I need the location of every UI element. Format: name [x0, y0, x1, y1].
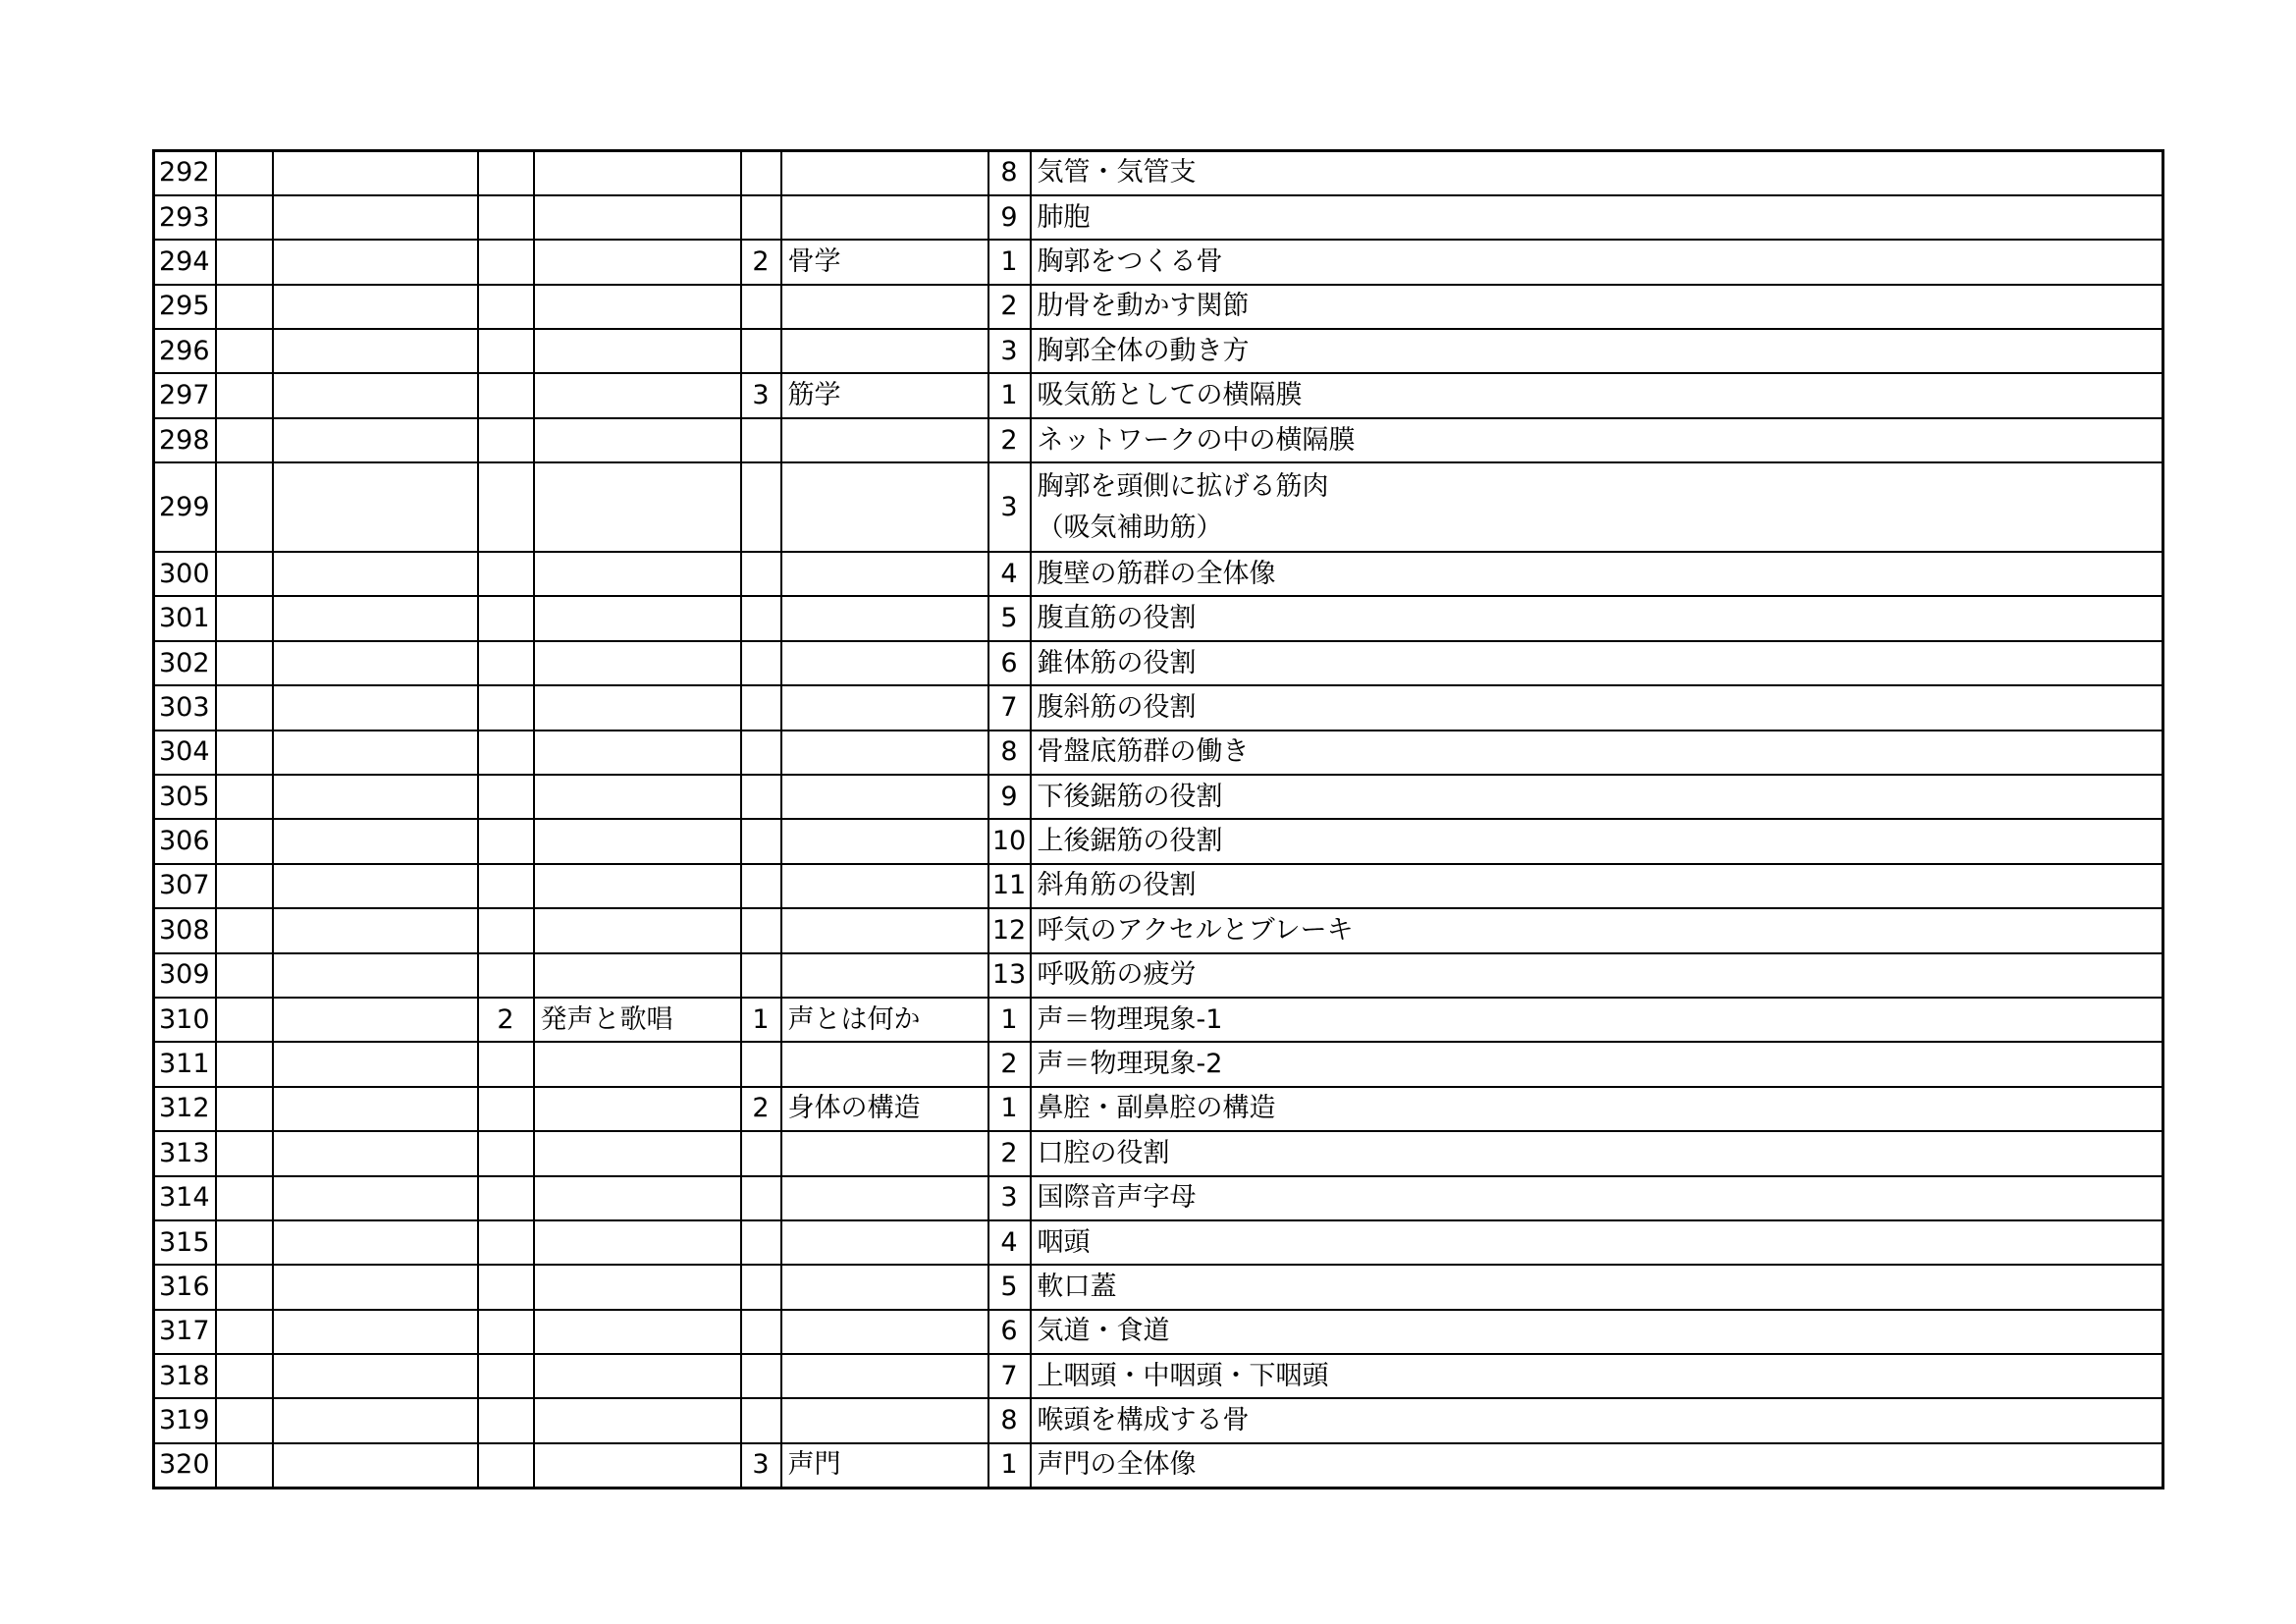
chapter-title-cell — [534, 1131, 741, 1175]
topic-title-cell: 声＝物理現象-2 — [1031, 1042, 2163, 1086]
section-title-cell — [781, 1265, 988, 1309]
part-title-cell — [273, 908, 478, 952]
chapter-title-cell — [534, 151, 741, 195]
item-number-cell: 298 — [154, 418, 216, 462]
part-title-cell — [273, 775, 478, 819]
part-number-cell — [216, 819, 273, 863]
chapter-number-cell — [478, 641, 534, 685]
table-row — [154, 908, 2163, 952]
section-title-cell: 声とは何か — [781, 998, 988, 1042]
part-number-cell — [216, 1176, 273, 1220]
section-title-cell — [781, 685, 988, 730]
chapter-number-cell — [478, 240, 534, 284]
topic-title-cell: 胸郭全体の動き方 — [1031, 329, 2163, 373]
chapter-title-cell — [534, 596, 741, 640]
topic-number-cell: 1 — [988, 373, 1031, 417]
part-number-cell — [216, 641, 273, 685]
chapter-number-cell — [478, 285, 534, 329]
chapter-number-cell — [478, 775, 534, 819]
chapter-title-cell — [534, 1354, 741, 1398]
section-title-cell — [781, 329, 988, 373]
topic-number-cell: 8 — [988, 731, 1031, 775]
table-row — [154, 1042, 2163, 1086]
topic-number-cell: 1 — [988, 1443, 1031, 1488]
section-title-cell — [781, 1131, 988, 1175]
chapter-number-cell — [478, 596, 534, 640]
table-row — [154, 151, 2163, 195]
topic-number-cell: 5 — [988, 1265, 1031, 1309]
part-title-cell — [273, 373, 478, 417]
chapter-title-cell — [534, 329, 741, 373]
chapter-title-cell — [534, 240, 741, 284]
table-row — [154, 1398, 2163, 1442]
part-title-cell — [273, 1220, 478, 1265]
part-number-cell — [216, 1131, 273, 1175]
chapter-number-cell — [478, 1220, 534, 1265]
topic-title-cell: 呼気のアクセルとブレーキ — [1031, 908, 2163, 952]
section-title-cell — [781, 1220, 988, 1265]
chapter-number-cell — [478, 864, 534, 908]
part-number-cell — [216, 418, 273, 462]
chapter-title-cell — [534, 908, 741, 952]
part-number-cell — [216, 151, 273, 195]
part-number-cell — [216, 775, 273, 819]
topic-number-cell: 4 — [988, 1220, 1031, 1265]
topic-number-cell: 11 — [988, 864, 1031, 908]
chapter-title-cell — [534, 1310, 741, 1354]
section-number-cell — [741, 1398, 781, 1442]
table-row — [154, 1443, 2163, 1488]
chapter-number-cell — [478, 1443, 534, 1488]
item-number-cell: 315 — [154, 1220, 216, 1265]
section-title-cell: 声門 — [781, 1443, 988, 1488]
part-number-cell — [216, 1354, 273, 1398]
section-title-cell — [781, 731, 988, 775]
chapter-title-cell — [534, 418, 741, 462]
section-number-cell — [741, 1176, 781, 1220]
item-number-cell: 295 — [154, 285, 216, 329]
item-number-cell: 310 — [154, 998, 216, 1042]
part-number-cell — [216, 1310, 273, 1354]
part-title-cell — [273, 1087, 478, 1131]
topic-number-cell: 12 — [988, 908, 1031, 952]
part-number-cell — [216, 864, 273, 908]
item-number-cell: 303 — [154, 685, 216, 730]
chapter-title-cell — [534, 685, 741, 730]
topic-number-cell: 4 — [988, 552, 1031, 596]
item-number-cell: 305 — [154, 775, 216, 819]
section-number-cell: 3 — [741, 373, 781, 417]
section-number-cell — [741, 552, 781, 596]
item-number-cell: 292 — [154, 151, 216, 195]
topic-title-cell: 上後鋸筋の役割 — [1031, 819, 2163, 863]
part-title-cell — [273, 1398, 478, 1442]
table-row — [154, 285, 2163, 329]
table-row — [154, 864, 2163, 908]
item-number-cell: 301 — [154, 596, 216, 640]
table-row — [154, 1176, 2163, 1220]
table-row — [154, 819, 2163, 863]
table-row — [154, 685, 2163, 730]
item-number-cell: 304 — [154, 731, 216, 775]
part-title-cell — [273, 1131, 478, 1175]
part-title-cell — [273, 285, 478, 329]
table-row — [154, 1131, 2163, 1175]
topic-number-cell: 6 — [988, 1310, 1031, 1354]
topic-number-cell: 2 — [988, 1042, 1031, 1086]
section-title-cell: 身体の構造 — [781, 1087, 988, 1131]
part-title-cell — [273, 462, 478, 552]
chapter-title-cell — [534, 285, 741, 329]
section-number-cell: 2 — [741, 240, 781, 284]
part-number-cell — [216, 908, 273, 952]
part-number-cell — [216, 731, 273, 775]
item-number-cell: 313 — [154, 1131, 216, 1175]
topic-title-cell: 声門の全体像 — [1031, 1443, 2163, 1488]
section-number-cell — [741, 819, 781, 863]
part-title-cell — [273, 1310, 478, 1354]
topic-number-cell: 1 — [988, 998, 1031, 1042]
part-number-cell — [216, 552, 273, 596]
part-title-cell — [273, 998, 478, 1042]
section-title-cell — [781, 596, 988, 640]
section-number-cell — [741, 1042, 781, 1086]
topic-number-cell: 13 — [988, 953, 1031, 998]
chapter-title-cell — [534, 1176, 741, 1220]
topic-title-cell: 吸気筋としての横隔膜 — [1031, 373, 2163, 417]
item-number-cell: 319 — [154, 1398, 216, 1442]
section-number-cell — [741, 285, 781, 329]
chapter-title-cell — [534, 1042, 741, 1086]
chapter-number-cell — [478, 1042, 534, 1086]
section-title-cell — [781, 418, 988, 462]
section-number-cell — [741, 462, 781, 552]
topic-title-cell: 肺胞 — [1031, 195, 2163, 240]
section-title-cell — [781, 1042, 988, 1086]
part-title-cell — [273, 418, 478, 462]
contents-table-body — [154, 151, 2163, 1489]
topic-number-cell: 2 — [988, 418, 1031, 462]
section-number-cell — [741, 1220, 781, 1265]
item-number-cell: 320 — [154, 1443, 216, 1488]
topic-title-cell: 気管・気管支 — [1031, 151, 2163, 195]
topic-title-cell: 骨盤底筋群の働き — [1031, 731, 2163, 775]
part-number-cell — [216, 685, 273, 730]
section-title-cell — [781, 641, 988, 685]
table-row — [154, 775, 2163, 819]
part-number-cell — [216, 1220, 273, 1265]
topic-title-cell: 鼻腔・副鼻腔の構造 — [1031, 1087, 2163, 1131]
chapter-number-cell — [478, 1087, 534, 1131]
part-title-cell — [273, 596, 478, 640]
part-title-cell — [273, 195, 478, 240]
section-number-cell: 1 — [741, 998, 781, 1042]
section-title-cell — [781, 285, 988, 329]
topic-number-cell: 1 — [988, 240, 1031, 284]
part-number-cell — [216, 953, 273, 998]
section-number-cell — [741, 151, 781, 195]
table-row — [154, 373, 2163, 417]
chapter-number-cell — [478, 329, 534, 373]
topic-title-cell: 胸郭をつくる骨 — [1031, 240, 2163, 284]
chapter-number-cell — [478, 819, 534, 863]
table-row — [154, 998, 2163, 1042]
table-row — [154, 462, 2163, 552]
part-title-cell — [273, 1265, 478, 1309]
section-title-cell — [781, 462, 988, 552]
chapter-title-cell — [534, 1265, 741, 1309]
chapter-number-cell — [478, 195, 534, 240]
topic-number-cell: 3 — [988, 1176, 1031, 1220]
chapter-title-cell — [534, 552, 741, 596]
chapter-number-cell — [478, 1176, 534, 1220]
part-number-cell — [216, 1443, 273, 1488]
topic-number-cell: 9 — [988, 775, 1031, 819]
part-title-cell — [273, 731, 478, 775]
section-title-cell — [781, 1310, 988, 1354]
part-title-cell — [273, 240, 478, 284]
item-number-cell: 307 — [154, 864, 216, 908]
table-row — [154, 1220, 2163, 1265]
section-number-cell — [741, 775, 781, 819]
section-title-cell — [781, 552, 988, 596]
topic-title-cell: 下後鋸筋の役割 — [1031, 775, 2163, 819]
chapter-title-cell: 発声と歌唱 — [534, 998, 741, 1042]
chapter-title-cell — [534, 775, 741, 819]
topic-number-cell: 9 — [988, 195, 1031, 240]
contents-table — [152, 149, 2164, 1489]
part-title-cell — [273, 864, 478, 908]
part-number-cell — [216, 1265, 273, 1309]
part-number-cell — [216, 998, 273, 1042]
topic-title-cell: 気道・食道 — [1031, 1310, 2163, 1354]
part-title-cell — [273, 1354, 478, 1398]
section-number-cell — [741, 1131, 781, 1175]
section-title-cell: 骨学 — [781, 240, 988, 284]
part-title-cell — [273, 1443, 478, 1488]
topic-number-cell: 6 — [988, 641, 1031, 685]
section-number-cell — [741, 685, 781, 730]
item-number-cell: 294 — [154, 240, 216, 284]
part-number-cell — [216, 1087, 273, 1131]
item-number-cell: 317 — [154, 1310, 216, 1354]
section-number-cell — [741, 953, 781, 998]
table-row — [154, 1310, 2163, 1354]
topic-title-cell: 斜角筋の役割 — [1031, 864, 2163, 908]
topic-title-cell: 喉頭を構成する骨 — [1031, 1398, 2163, 1442]
topic-title-cell: 咽頭 — [1031, 1220, 2163, 1265]
table-row — [154, 1354, 2163, 1398]
topic-number-cell: 2 — [988, 1131, 1031, 1175]
item-number-cell: 302 — [154, 641, 216, 685]
topic-title-cell: 呼吸筋の疲労 — [1031, 953, 2163, 998]
part-title-cell — [273, 1042, 478, 1086]
topic-number-cell: 3 — [988, 329, 1031, 373]
chapter-number-cell — [478, 1131, 534, 1175]
section-title-cell — [781, 195, 988, 240]
section-title-cell — [781, 908, 988, 952]
topic-number-cell: 3 — [988, 462, 1031, 552]
chapter-number-cell — [478, 462, 534, 552]
chapter-title-cell — [534, 864, 741, 908]
section-number-cell — [741, 1310, 781, 1354]
topic-title-cell: ネットワークの中の横隔膜 — [1031, 418, 2163, 462]
chapter-title-cell — [534, 373, 741, 417]
section-number-cell — [741, 418, 781, 462]
section-number-cell — [741, 1354, 781, 1398]
chapter-title-cell — [534, 1443, 741, 1488]
section-title-cell: 筋学 — [781, 373, 988, 417]
item-number-cell: 312 — [154, 1087, 216, 1131]
chapter-number-cell — [478, 151, 534, 195]
chapter-title-cell — [534, 641, 741, 685]
chapter-number-cell — [478, 1354, 534, 1398]
section-number-cell — [741, 864, 781, 908]
item-number-cell: 309 — [154, 953, 216, 998]
item-number-cell: 297 — [154, 373, 216, 417]
section-number-cell — [741, 908, 781, 952]
part-title-cell — [273, 151, 478, 195]
topic-title-cell: 錐体筋の役割 — [1031, 641, 2163, 685]
item-number-cell: 293 — [154, 195, 216, 240]
topic-title-cell: 声＝物理現象-1 — [1031, 998, 2163, 1042]
chapter-title-cell — [534, 462, 741, 552]
part-title-cell — [273, 329, 478, 373]
part-number-cell — [216, 596, 273, 640]
chapter-number-cell — [478, 1310, 534, 1354]
section-number-cell — [741, 1265, 781, 1309]
item-number-cell: 316 — [154, 1265, 216, 1309]
topic-number-cell: 8 — [988, 151, 1031, 195]
chapter-title-cell — [534, 1398, 741, 1442]
table-row — [154, 1087, 2163, 1131]
item-number-cell: 296 — [154, 329, 216, 373]
topic-number-cell: 7 — [988, 685, 1031, 730]
section-title-cell — [781, 864, 988, 908]
topic-title-cell: 上咽頭・中咽頭・下咽頭 — [1031, 1354, 2163, 1398]
table-row — [154, 418, 2163, 462]
chapter-number-cell — [478, 373, 534, 417]
topic-title-cell: 肋骨を動かす関節 — [1031, 285, 2163, 329]
chapter-title-cell — [534, 731, 741, 775]
part-title-cell — [273, 1176, 478, 1220]
chapter-number-cell — [478, 731, 534, 775]
section-title-cell — [781, 819, 988, 863]
part-number-cell — [216, 1042, 273, 1086]
item-number-cell: 311 — [154, 1042, 216, 1086]
part-number-cell — [216, 1398, 273, 1442]
section-title-cell — [781, 1354, 988, 1398]
table-row — [154, 240, 2163, 284]
topic-title-cell: 腹壁の筋群の全体像 — [1031, 552, 2163, 596]
part-title-cell — [273, 819, 478, 863]
table-row — [154, 731, 2163, 775]
part-number-cell — [216, 285, 273, 329]
section-number-cell — [741, 641, 781, 685]
chapter-title-cell — [534, 953, 741, 998]
topic-number-cell: 1 — [988, 1087, 1031, 1131]
part-number-cell — [216, 240, 273, 284]
topic-number-cell: 5 — [988, 596, 1031, 640]
section-number-cell — [741, 195, 781, 240]
table-row — [154, 195, 2163, 240]
table-row — [154, 641, 2163, 685]
topic-number-cell: 8 — [988, 1398, 1031, 1442]
table-row — [154, 596, 2163, 640]
part-title-cell — [273, 641, 478, 685]
topic-title-cell: 国際音声字母 — [1031, 1176, 2163, 1220]
chapter-title-cell — [534, 1087, 741, 1131]
topic-title-cell: 胸郭を頭側に拡げる筋肉 （吸気補助筋） — [1031, 462, 2163, 552]
chapter-number-cell — [478, 418, 534, 462]
section-title-cell — [781, 1176, 988, 1220]
topic-title-cell: 軟口蓋 — [1031, 1265, 2163, 1309]
chapter-number-cell: 2 — [478, 998, 534, 1042]
topic-title-cell: 口腔の役割 — [1031, 1131, 2163, 1175]
section-number-cell — [741, 329, 781, 373]
item-number-cell: 306 — [154, 819, 216, 863]
section-title-cell — [781, 151, 988, 195]
section-title-cell — [781, 775, 988, 819]
chapter-number-cell — [478, 908, 534, 952]
item-number-cell: 300 — [154, 552, 216, 596]
chapter-title-cell — [534, 819, 741, 863]
topic-number-cell: 7 — [988, 1354, 1031, 1398]
topic-title-cell: 腹直筋の役割 — [1031, 596, 2163, 640]
topic-title-cell: 腹斜筋の役割 — [1031, 685, 2163, 730]
table-row — [154, 953, 2163, 998]
chapter-title-cell — [534, 195, 741, 240]
section-number-cell — [741, 731, 781, 775]
item-number-cell: 308 — [154, 908, 216, 952]
item-number-cell: 299 — [154, 462, 216, 552]
part-title-cell — [273, 552, 478, 596]
chapter-title-cell — [534, 1220, 741, 1265]
item-number-cell: 314 — [154, 1176, 216, 1220]
topic-number-cell: 2 — [988, 285, 1031, 329]
table-row — [154, 552, 2163, 596]
section-title-cell — [781, 1398, 988, 1442]
table-row — [154, 1265, 2163, 1309]
chapter-number-cell — [478, 1398, 534, 1442]
chapter-number-cell — [478, 953, 534, 998]
chapter-number-cell — [478, 1265, 534, 1309]
part-number-cell — [216, 373, 273, 417]
chapter-number-cell — [478, 685, 534, 730]
part-number-cell — [216, 462, 273, 552]
part-title-cell — [273, 685, 478, 730]
part-title-cell — [273, 953, 478, 998]
section-title-cell — [781, 953, 988, 998]
topic-number-cell: 10 — [988, 819, 1031, 863]
table-row — [154, 329, 2163, 373]
item-number-cell: 318 — [154, 1354, 216, 1398]
part-number-cell — [216, 195, 273, 240]
part-number-cell — [216, 329, 273, 373]
chapter-number-cell — [478, 552, 534, 596]
section-number-cell: 2 — [741, 1087, 781, 1131]
section-number-cell: 3 — [741, 1443, 781, 1488]
section-number-cell — [741, 596, 781, 640]
